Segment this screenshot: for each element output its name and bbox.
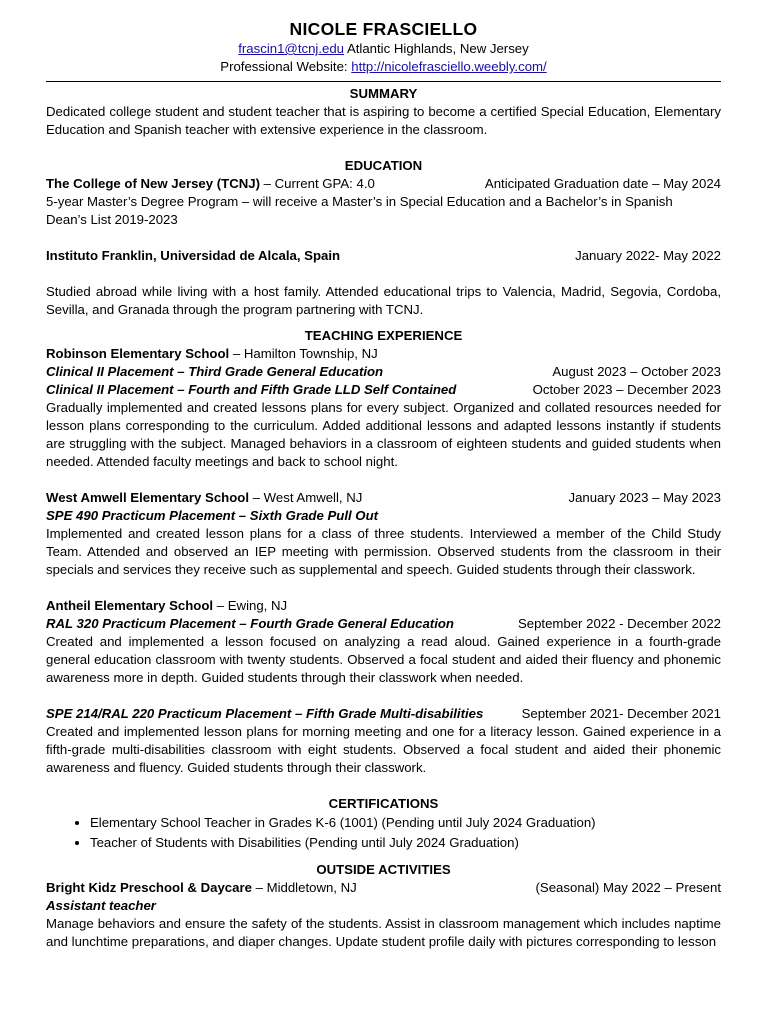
antheil-desc: Created and implemented a lesson focused on analyzing a read aloud. Gained experience in a fourth-grade general education classroom with twenty students. Observed a focal student and aided their fluency and phonemic awareness more in depth. Guided students through their classwork when needed. bbox=[46, 634, 721, 685]
tcnj-deans-list: Dean’s List 2019-2023 bbox=[46, 212, 178, 227]
robinson-role2-row bbox=[46, 381, 721, 399]
summary-text: Dedicated college student and student teacher that is aspiring to become a certified Special Education, Elementary Education and Spanish teacher with extensive experience in the classroom. bbox=[46, 104, 721, 137]
website-label: Professional Website: bbox=[220, 59, 348, 74]
robinson-role2: Clinical II Placement – Fourth and Fifth Grade LLD Self Contained bbox=[46, 382, 457, 397]
brightkidz-location: – Middletown, NJ bbox=[251, 880, 357, 895]
certifications-list bbox=[46, 813, 721, 853]
antheil-location: – Ewing, NJ bbox=[213, 598, 288, 613]
antheil-role: RAL 320 Practicum Placement – Fourth Grade General Education bbox=[46, 616, 454, 631]
antheil-role-row bbox=[46, 615, 721, 633]
robinson-location: – Hamilton Township, NJ bbox=[229, 346, 378, 361]
certification-item: • Teacher of Students with Disabilities (Pending until July 2024 Graduation) bbox=[90, 833, 721, 853]
antheil-date: September 2022 - December 2022 bbox=[517, 616, 721, 631]
certification-item: • Elementary School Teacher in Grades K-6 (1001) (Pending until July 2024 Graduation) bbox=[90, 813, 721, 833]
spe214-desc: Created and implemented lesson plans for morning meeting and one for a literacy lesson. Gained experience in a fifth-grade multi-disabilities classroom with eight students. Observed a focal student and aided their phonemic awareness and fluency. Guided students through their classwork. bbox=[46, 724, 721, 775]
contact-line bbox=[46, 40, 721, 58]
spe214-role: SPE 214/RAL 220 Practicum Placement – Fifth Grade Multi-disabilities bbox=[46, 706, 484, 721]
certifications-heading: CERTIFICATIONS bbox=[328, 796, 439, 811]
tcnj-gpa: – Current GPA: 4.0 bbox=[259, 176, 375, 191]
westamwell-desc: Implemented and created lesson plans for a class of three students. Interviewed a member of the Child Study Team. Attended and observed an IEP meeting with permission. Observed students from the classroom in their specials and services they receive such as supplemental and speech. Guided students through their classwork. bbox=[46, 526, 721, 577]
spe214-date: September 2021- December 2021 bbox=[521, 706, 721, 721]
robinson-date1: August 2023 – October 2023 bbox=[552, 364, 721, 379]
education-heading: EDUCATION bbox=[344, 158, 423, 173]
franklin-desc: Studied abroad while living with a host family. Attended educational trips to Valencia, Madrid, Segovia, Cordoba, Sevilla, and Granada through the program partnering with TCNJ. bbox=[46, 284, 721, 317]
brightkidz-desc: Manage behaviors and ensure the safety of the students. Assist in classroom management which includes naptime and lunchtime preparations, and diaper changes. Update student profile daily with pictures corresponding to lesson bbox=[46, 916, 721, 949]
brightkidz-org: Bright Kidz Preschool & Daycare bbox=[46, 880, 252, 895]
westamwell-location: – West Amwell, NJ bbox=[249, 490, 363, 505]
brightkidz-row bbox=[46, 879, 721, 897]
westamwell-row bbox=[46, 489, 721, 507]
education-franklin-row bbox=[46, 247, 721, 265]
westamwell-date: January 2023 – May 2023 bbox=[568, 490, 721, 505]
header-divider bbox=[46, 81, 721, 82]
franklin-date: January 2022- May 2022 bbox=[575, 248, 721, 263]
franklin-name: Instituto Franklin, Universidad de Alcala, Spain bbox=[46, 248, 341, 263]
spe214-role-row bbox=[46, 705, 721, 723]
antheil-header bbox=[46, 597, 721, 615]
website-link[interactable]: http://nicolefrasciello.weebly.com/ bbox=[351, 59, 547, 74]
robinson-header bbox=[46, 345, 721, 363]
robinson-date2: October 2023 – December 2023 bbox=[532, 382, 721, 397]
westamwell-school: West Amwell Elementary School bbox=[46, 490, 250, 505]
robinson-role1: Clinical II Placement – Third Grade General Education bbox=[46, 364, 384, 379]
email-link[interactable]: frascin1@tcnj.edu bbox=[238, 41, 345, 56]
summary-heading: SUMMARY bbox=[349, 86, 418, 101]
tcnj-name: The College of New Jersey (TCNJ) bbox=[46, 176, 260, 191]
robinson-desc: Gradually implemented and created lessons plans for every subject. Organized and collated resources needed for lesson plans corresponding to the curriculum. Added additional lessons and adapted lessons instantly if students are struggling with the subject. Managed behaviors in a classroom of eighteen students and guided students when needed. Attended faculty meetings and back to school night. bbox=[46, 400, 721, 469]
candidate-name: NICOLE FRASCIELLO bbox=[289, 19, 478, 39]
tcnj-date: Anticipated Graduation date – May 2024 bbox=[484, 176, 721, 191]
robinson-role1-row bbox=[46, 363, 721, 381]
resume-page bbox=[46, 18, 721, 951]
outside-heading: OUTSIDE ACTIVITIES bbox=[316, 862, 451, 877]
robinson-school: Robinson Elementary School bbox=[46, 346, 230, 361]
brightkidz-date: (Seasonal) May 2022 – Present bbox=[535, 880, 721, 895]
tcnj-program: 5-year Master’s Degree Program – will receive a Master’s in Special Education and a Bachelor’s in Spanish bbox=[46, 194, 673, 209]
website-line bbox=[46, 58, 721, 76]
location-text: Atlantic Highlands, New Jersey bbox=[346, 41, 529, 56]
antheil-school: Antheil Elementary School bbox=[46, 598, 214, 613]
westamwell-role: SPE 490 Practicum Placement – Sixth Grade Pull Out bbox=[46, 508, 379, 523]
education-tcnj-row bbox=[46, 175, 721, 193]
teaching-heading: TEACHING EXPERIENCE bbox=[304, 328, 463, 343]
brightkidz-role: Assistant teacher bbox=[46, 898, 156, 913]
